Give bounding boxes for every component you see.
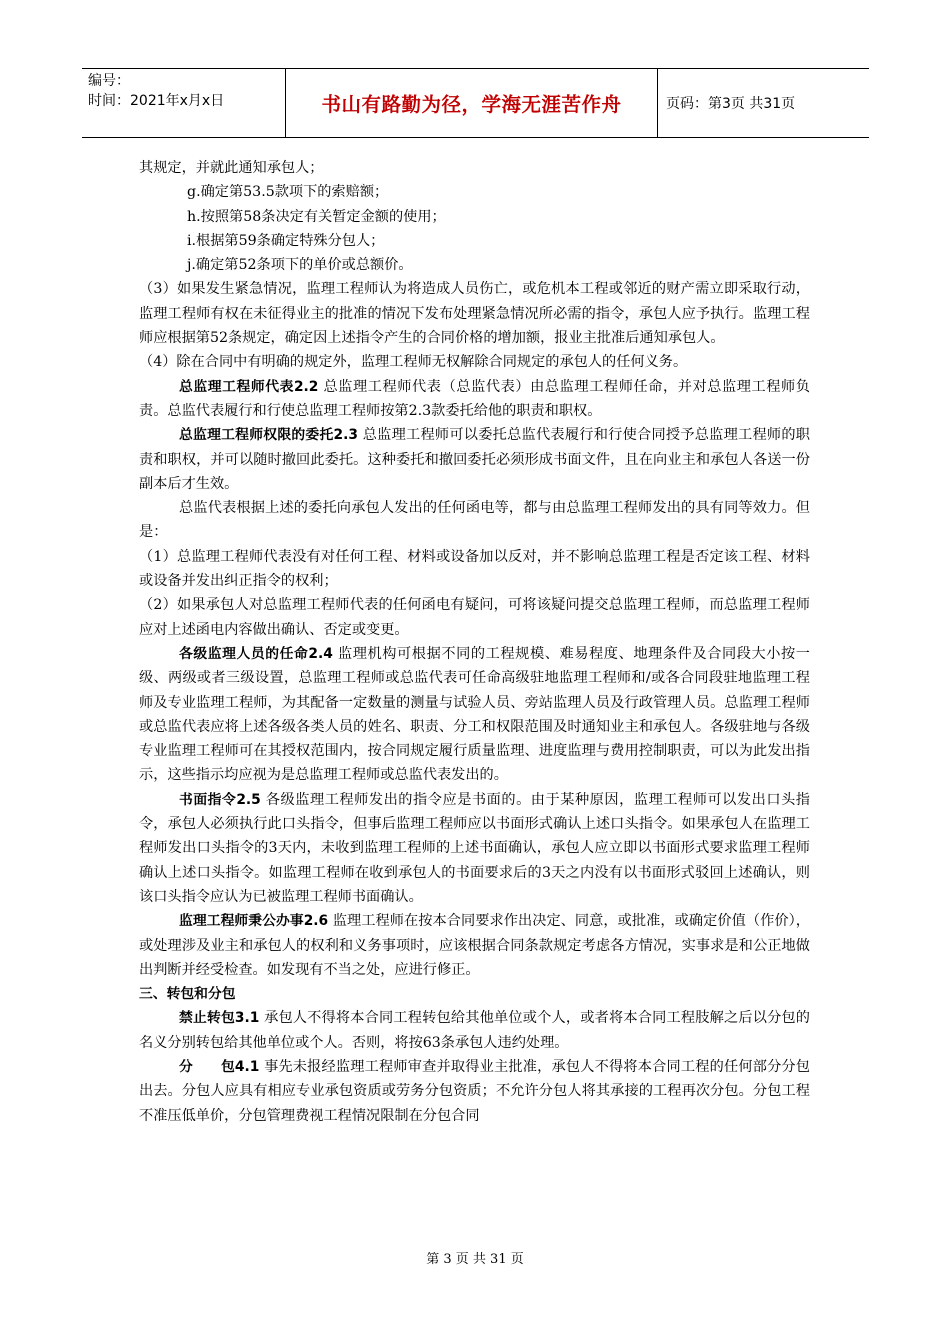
header-meta <box>82 69 286 137</box>
clause-title: 禁止转包3.1 <box>179 1010 260 1027</box>
document-body <box>139 156 810 1128</box>
paragraph: （1）总监理工程师代表没有对任何工程、材料或设备加以反对，并不影响总监理工程是否定该工程、材料或设备并发出纠正指令的权利； <box>139 548 810 590</box>
page-footer: 第 3 页 共 31 页 <box>426 1252 524 1267</box>
header-page-info: 页码：第3页 共31页 <box>666 96 796 112</box>
paragraph: （2）如果承包人对总监理工程师代表的任何函电有疑问，可将该疑问提交总监理工程师，而总监理工程师应对上述函电内容做出确认、否定或变更。 <box>139 597 810 638</box>
paragraph: 总监代表根据上述的委托向承包人发出的任何函电等，都与由总监理工程师发出的具有同等效力。但是： <box>139 500 810 541</box>
paragraph: （3）如果发生紧急情况，监理工程师认为将造成人员伤亡，或危机本工程或邻近的财产需立即采取行动，监理工程师有权在未征得业主的批准的情况下发布处理紧急情况所必需的指令，承包人应予执行。监理工程师应根据第52条规定，确定因上述指令产生的合同价格的增加额，报业主批准后通知承包人。 <box>139 281 810 347</box>
list-item: i.根据第59条确定特殊分包人； <box>187 232 385 249</box>
clause-text: 总监理工程师代表（总监代表）由总监理工程师任命，并对总监理工程师负责。总监代表履行和行使总监理工程师按第2.3款委托给他的职责和职权。 <box>139 378 810 419</box>
doc-number-label: 编号： <box>88 73 130 89</box>
clause-text: 事先未报经监理工程师审查并取得业主批准，承包人不得将本合同工程的任何部分分包出去。分包人应具有相应专业承包资质或劳务分包资质；不允许分包人将其承接的工程再次分包。分包工程不准压低单价，分包管理费视工程情况限制在分包合同 <box>139 1058 810 1124</box>
clause-text: 承包人不得将本合同工程转包给其他单位或个人，或者将本合同工程肢解之后以分包的名义分别转包给其他单位或个人。否则，将按63条承包人违约处理。 <box>139 1010 810 1051</box>
list-item: h.按照第58条决定有关暂定金额的使用； <box>187 208 446 225</box>
page-header <box>82 68 869 138</box>
list-item: g.确定第53.5款项下的索赔额； <box>187 184 389 201</box>
clause-title: 分 包4.1 <box>179 1058 260 1075</box>
clause-2-6 <box>139 909 810 982</box>
clause-title: 总监理工程师代表2.2 <box>179 378 319 395</box>
doc-date: 时间：2021年x月x日 <box>88 93 225 109</box>
header-motto: 书山有路勤为径，学海无涯苦作舟 <box>286 69 658 137</box>
clause-4-1 <box>139 1055 810 1128</box>
paragraph: 其规定，并就此通知承包人； <box>139 160 324 176</box>
clause-text: 总监理工程师可以委托总监代表履行和行使合同授予总监理工程师的职责和职权，并可以随时撤回此委托。这种委托和撤回委托必须形成书面文件，且在向业主和承包人各送一份副本后才生效。 <box>139 427 810 492</box>
clause-title: 各级监理人员的任命2.4 <box>179 645 333 662</box>
clause-text: 监理工程师在按本合同要求作出决定、同意，或批准，或确定价值（作价），或处理涉及业主和承包人的权利和义务事项时，应该根据合同条款规定考虑各方情况，实事求是和公正地做出判断并经受检查。如发现有不当之处，应进行修正。 <box>139 913 810 978</box>
clause-2-5 <box>139 788 810 909</box>
clause-2-4 <box>139 642 810 788</box>
clause-title: 书面指令2.5 <box>179 791 261 808</box>
clause-3-1 <box>139 1006 810 1055</box>
section-title: 三、转包和分包 <box>139 986 236 1003</box>
clause-2-2 <box>139 375 810 424</box>
clause-text: 监理机构可根据不同的工程规模、难易程度、地理条件及合同段大小按一级、两级或者三级设置，总监理工程师或总监代表可任命高级驻地监理工程师和/或各合同段驻地监理工程师及专业监理工程师，为其配备一定数量的测量与试验人员、旁站监理人员及行政管理人员。总监理工程师或总监代表应将上述各级各类人员的姓名、职责、分工和权限范围及时通知业主和承包人。各级驻地与各级专业监理工程师可在其授权范围内，按合同规定履行质量监理、进度监理与费用控制职责，可以为此发出指示，这些指示均应视为是总监理工程师或总监代表发出的。 <box>139 645 810 784</box>
clause-2-3 <box>139 423 810 496</box>
clause-title: 总监理工程师权限的委托2.3 <box>179 427 358 444</box>
section-heading <box>139 982 810 1006</box>
list-item: j.确定第52条项下的单价或总额价。 <box>187 257 413 274</box>
paragraph: （4）除在合同中有明确的规定外，监理工程师无权解除合同规定的承包人的任何义务。 <box>139 354 688 371</box>
clause-title: 监理工程师秉公办事2.6 <box>179 913 329 930</box>
clause-text: 各级监理工程师发出的指令应是书面的。由于某种原因，监理工程师可以发出口头指令，承包人必须执行此口头指令，但事后监理工程师应以书面形式确认上述口头指令。如果承包人在监理工程师发出口头指令的3天内，未收到监理工程师的上述书面确认，承包人应立即以书面形式要求监理工程师确认上述口头指令。如监理工程师在收到承包人的书面要求后的3天之内没有以书面形式驳回上述确认，则该口头指令应认为已被监理工程师书面确认。 <box>139 791 810 905</box>
